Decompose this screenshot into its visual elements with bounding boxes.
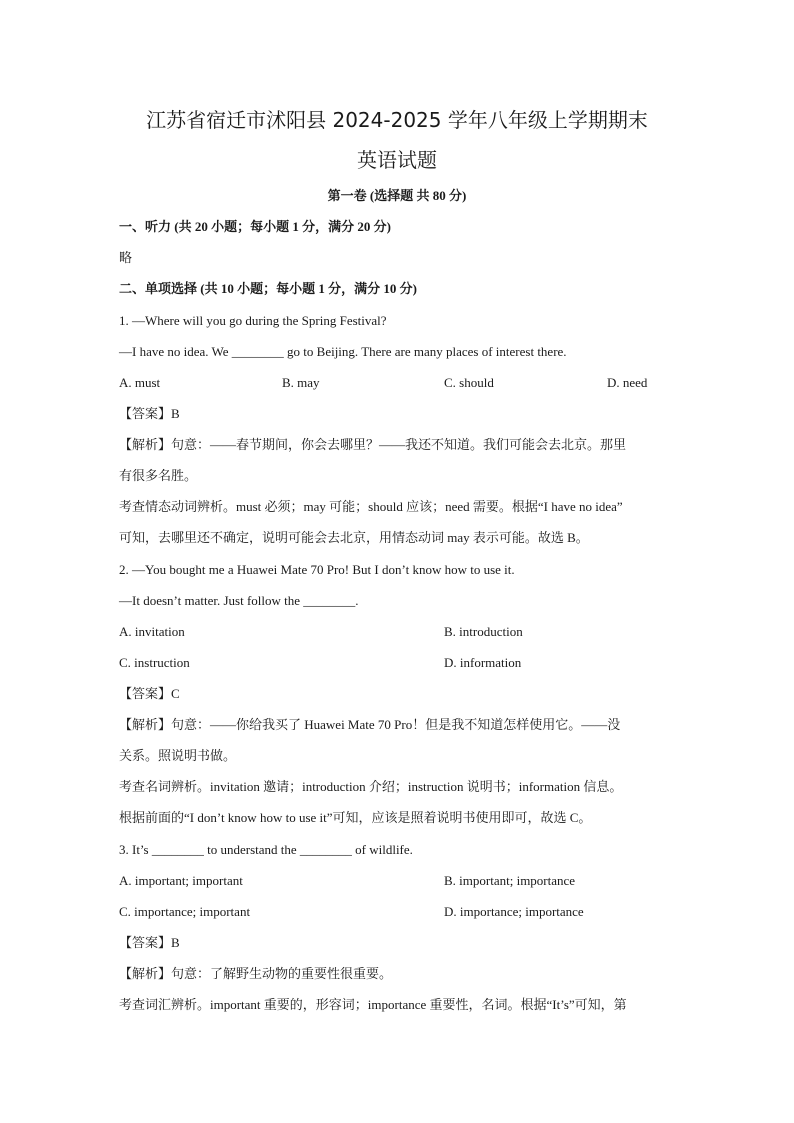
- q3-option-b: B. important; importance: [444, 873, 576, 888]
- q2-analysis-2: 关系。照说明书做。: [119, 748, 237, 763]
- q2-analysis-4: 根据前面的“I don’t know how to use it”可知，应该是照着说明书使用即可，故选 C。: [119, 810, 592, 825]
- section-1-note: 略: [119, 250, 133, 265]
- q2-line-1: 2. —You bought me a Huawei Mate 70 Pro! But I don’t know how to use it.: [119, 562, 515, 577]
- q2-option-a: A. invitation: [119, 624, 185, 639]
- q3-option-a: A. important; important: [119, 873, 243, 888]
- title-line-2: 英语试题: [357, 148, 437, 172]
- q1-analysis-3: 考查情态动词辨析。must 必须；may 可能；should 应该；need 需要。根据“I have no idea”: [119, 499, 623, 514]
- section-2-heading: 二、单项选择 (共 10 小题；每小题 1 分，满分 10 分): [119, 281, 417, 296]
- q1-analysis-4: 可知，去哪里还不确定，说明可能会去北京，用情态动词 may 表示可能。故选 B。: [119, 530, 589, 545]
- q1-option-a: A. must: [119, 375, 161, 390]
- q3-analysis-2: 考查词汇辨析。important 重要的，形容词；importance 重要性，名词。根据“It’s”可知，第: [119, 997, 627, 1012]
- q2-option-c: C. instruction: [119, 655, 190, 670]
- q1-analysis-2: 有很多名胜。: [119, 468, 198, 483]
- q2-analysis-1: 【解析】句意：——你给我买了 Huawei Mate 70 Pro！但是我不知道怎样使用它。——没: [119, 717, 621, 732]
- q1-analysis-1: 【解析】句意：——春节期间，你会去哪里？——我还不知道。我们可能会去北京。那里: [119, 437, 627, 452]
- q1-option-b: B. may: [282, 375, 320, 390]
- q1-answer: 【答案】B: [119, 406, 180, 421]
- q3-option-c: C. importance; important: [119, 904, 251, 919]
- q2-option-b: B. introduction: [444, 624, 523, 639]
- section-1-heading: 一、听力 (共 20 小题；每小题 1 分，满分 20 分): [119, 219, 391, 234]
- q1-line-2: —I have no idea. We ________ go to Beijing. There are many places of interest there.: [119, 344, 567, 359]
- q3-line-1: 3. It’s ________ to understand the ________ of wildlife.: [119, 842, 413, 857]
- q3-option-d: D. importance; importance: [444, 904, 584, 919]
- q1-option-c: C. should: [444, 375, 494, 390]
- q1-option-d: D. need: [607, 375, 648, 390]
- q1-line-1: 1. —Where will you go during the Spring Festival?: [119, 313, 387, 328]
- q2-analysis-3: 考查名词辨析。invitation 邀请；introduction 介绍；instruction 说明书；information 信息。: [119, 779, 623, 794]
- q3-answer: 【答案】B: [119, 935, 180, 950]
- q2-line-2: —It doesn’t matter. Just follow the ________.: [119, 593, 359, 608]
- q2-answer: 【答案】C: [119, 686, 180, 701]
- volume-heading: 第一卷 (选择题 共 80 分): [327, 188, 467, 203]
- q3-analysis-1: 【解析】句意：了解野生动物的重要性很重要。: [119, 966, 393, 981]
- q2-option-d: D. information: [444, 655, 522, 670]
- title-line-1: 江苏省宿迁市沭阳县 2024-2025 学年八年级上学期期末: [146, 108, 648, 132]
